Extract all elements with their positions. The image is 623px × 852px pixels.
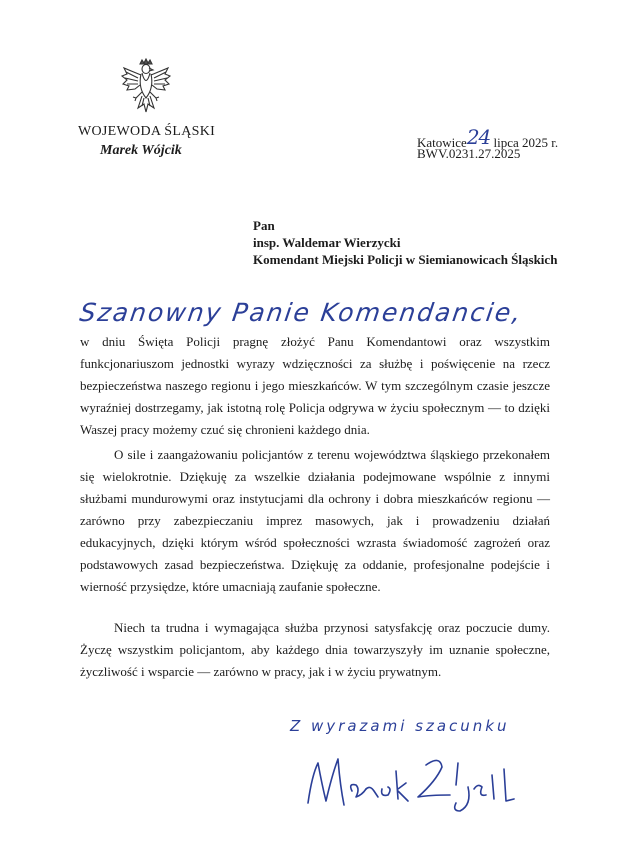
- paragraph-text: O sile i zaangażowaniu policjantów z terenu województwa śląskiego przekonałem się wielokrotnie. Dziękuję za wszelkie działania podejmowane wspólnie z innymi służbami mundurowymi oraz instytucjami dla ochrony i dobra mieszkańców regionu — zarówno przy zabezpieczaniu imprez masowych, jak i prowadzeniu działań edukacyjnych, dzięki którym wśród społeczności wzrasta świadomość zagrożeń oraz podstawowych zasad bezpieczeństwa. Dziękuję za oddanie, profesjonalne podejście i wierność przysiędze, które umacniają zaufanie społeczne.: [80, 447, 550, 594]
- polish-eagle-emblem-icon: [118, 58, 174, 116]
- paragraph-text: w dniu Święta Policji pragnę złożyć Panu Komendantowi oraz wszystkim funkcjonariuszom jednostki wyrazy wdzięczności za służbę i poświęcenie na rzecz bezpieczeństwa naszego regionu i jego mieszkańców. W tym szczególnym czasie jeszcze wyraźniej dostrzegamy, jak istotną rolę Policja odgrywa w życiu społecznym — to dzięki Waszej pracy możemy czuć się chronieni każdego dnia.: [80, 334, 550, 437]
- recipient-line-1: Pan: [253, 218, 275, 233]
- dateline-day: 24: [466, 125, 491, 149]
- dateline-place: Katowice: [417, 135, 467, 150]
- handwritten-salutation: Szanowny Panie Komendancie,: [77, 298, 525, 327]
- reference-number: BWV.0231.27.2025: [417, 146, 521, 161]
- recipient-line-3: Komendant Miejski Policji w Siemianowicach Śląskich: [253, 252, 558, 267]
- office-holder-name: Marek Wójcik: [100, 143, 182, 158]
- handwritten-signature: [300, 745, 560, 815]
- paragraph-1: [80, 331, 550, 441]
- paragraph-text: Niech ta trudna i wymagająca służba przynosi satysfakcję oraz poczucie dumy. Życzę wszystkim policjantom, aby każdego dnia towarzyszyły im uznanie społeczne, życzliwość i wsparcie — zarówno w pracy, jak i w życiu prywatnym.: [80, 620, 550, 679]
- paragraph-3: [80, 617, 550, 683]
- paragraph-2: [80, 444, 550, 598]
- office-title: WOJEWODA ŚLĄSKI: [78, 124, 216, 139]
- recipient-line-2: insp. Waldemar Wierzycki: [253, 235, 401, 250]
- handwritten-closing: Z wyrazami szacunku: [290, 717, 510, 735]
- dateline-month-year: lipca 2025 r.: [493, 135, 559, 150]
